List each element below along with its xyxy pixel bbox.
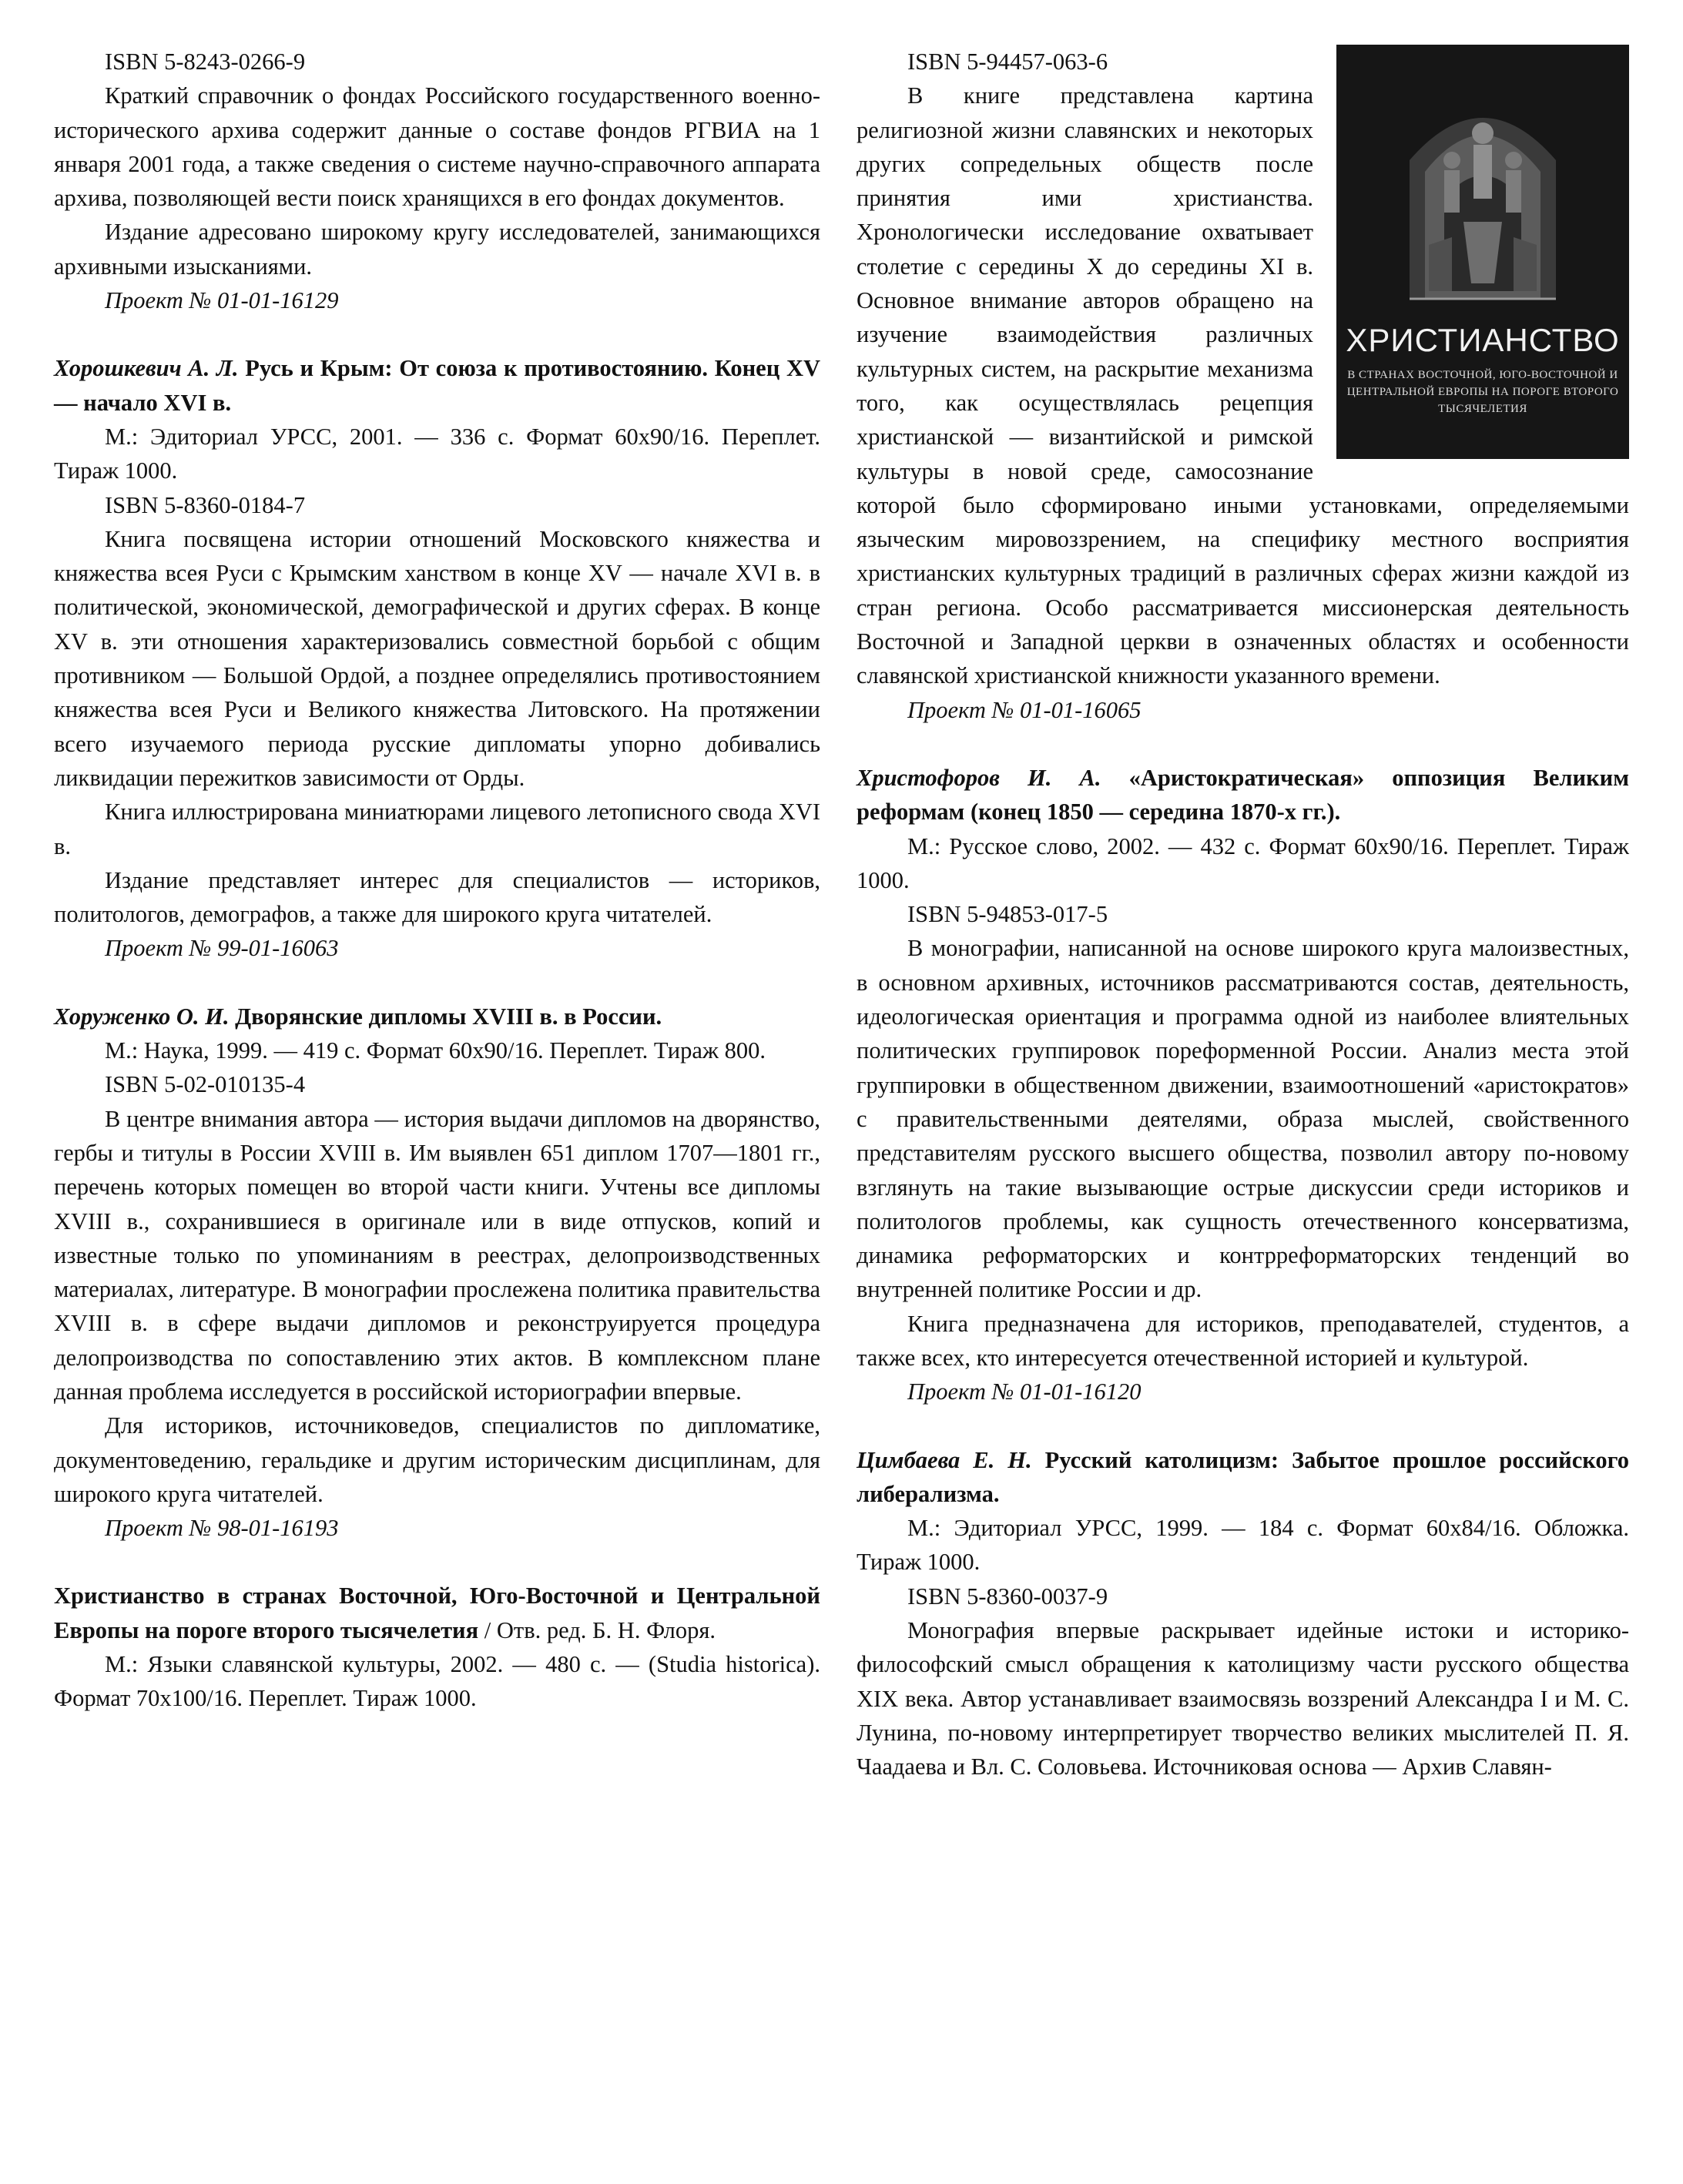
title-text: Русь и Крым: От союза к противостоянию. Конец XV — начало XVI в. [54,355,821,416]
publication-info: М.: Русское слово, 2002. — 432 с. Формат 60х90/16. Переплет. Тираж 1000. [857,832,1629,893]
left-column [54,45,820,1716]
project-number: Проект № 99-01-16063 [105,935,339,962]
description: Для историков, источниковедов, специалистов по дипломатике, документоведению, геральдике и другим историческим дисциплинам, для широкого круга читателей. [54,1412,820,1507]
book-title [54,1000,820,1033]
project-number: Проект № 01-01-16065 [907,696,1142,723]
entry-khoroshkevich [54,351,820,965]
book-title [857,761,1629,829]
title-text: Русский католицизм: Забытое прошлое российского либерализма. [857,1446,1630,1507]
isbn: ISBN 5-8360-0184-7 [105,491,306,518]
book-title [857,1443,1629,1512]
entry-tsimbaeva [857,1443,1629,1784]
project-number: Проект № 01-01-16129 [105,287,339,314]
isbn: ISBN 5-02-010135-4 [105,1071,306,1098]
entry-christianity-cont [857,45,1629,727]
publication-info: М.: Языки славянской культуры, 2002. — 480 с. — (Studia historica). Формат 70х100/16. Переплет. Тираж 1000. [54,1651,820,1712]
isbn: ISBN 5-94457-063-6 [907,49,1108,75]
project-number: Проект № 98-01-16193 [105,1515,339,1542]
entry-khristoforov [857,761,1629,1409]
publication-info: М.: Эдиториал УРСС, 1999. — 184 с. Формат 60х84/16. Обложка. Тираж 1000. [857,1515,1629,1576]
book-title [54,351,820,420]
description: В книге представлена картина религиозной жизни славянских и некоторых других сопредельных обществ после принятия ими христианства. Хронологически исследование охватывает столетие с середины X до середины XI в. Основное внимание авторов обращено на изучение взаимодействия различных культурных систем, на раскрытие механизма того, как осуществлялась рецепция христианской — византийской и римской культуры в новой среде, самосознание которой было сформировано иными установками, определяемыми языческим мировоззрением, на специфику местного восприятия христианских культурных традиций в различных сферах жизни каждой из стран региона. Особо рассматривается миссионерская деятельность Восточной и Западной церкви в означенных областях и особенности славянской христианской книжности указанного времени. [857,82,1629,689]
description: Краткий справочник о фондах Российского государственного военно-исторического архива содержит данные о составе фондов РГВИА на 1 января 2001 года, а также сведения о системе научно-справочного аппарата архива, позволяющей вести поиск хранящихся в его фондах документов. [54,82,820,212]
description: Книга посвящена истории отношений Московского княжества и княжества всея Руси с Крымским ханством в конце XV — начале XVI в. в политической, экономической, демографической и других сферах. В конце XV в. эти отношения характеризовались совместной борьбой с общим противником — Большой Ордой, а позднее определялись противостоянием княжества всея Руси и Великого княжества Литовского. На протяжении всего изучаемого периода русские дипломаты упорно добивались ликвидации пережитков зависимости от Орды. [54,525,820,791]
description: В монографии, написанной на основе широкого круга малоизвестных, в основном архивных, источников рассматриваются состав, деятельность, идеологическая ориентация и программа одной из наиболее влиятельных политических группировок пореформенной России. Анализ места этой группировки в общественном движении, взаимоотношений «аристократов» с правительственными деятелями, образа мыслей, свойственного представителям русского высшего общества, позволил автору по-новому взглянуть на такие вызывающие острые дискуссии среди историков и политологов проблемы, как сущность отечественного консерватизма, динамика реформаторских и контрреформаторских тенденций во внутренней политике России и др. [857,935,1629,1303]
isbn: ISBN 5-94853-017-5 [907,901,1108,928]
publication-info: М.: Наука, 1999. — 419 с. Формат 60х90/16. Переплет. Тираж 800. [105,1037,766,1064]
description: В центре внимания автора — история выдачи дипломов на дворянство, гербы и титулы в России XVIII в. Им выявлен 651 диплом 1707—1801 гг., перечень которых помещен во второй части книги. Учтены все дипломы XVIII в., сохранившиеся в оригинале или в виде отпусков, копий и известные только по упоминаниям в реестрах, делопроизводственных материалах, литературе. В монографии прослежена политика правительства XVIII в. в сфере выдачи дипломов и реконструируется процедура делопроизводства по сопоставлению этих актов. В комплексном плане данная проблема исследуется в российской историографии впервые. [54,1105,820,1405]
description: Издание адресовано широкому кругу исследователей, занимающихся архивными изысканиями. [54,219,820,280]
description: Книга иллюстрирована миниатюрами лицевого летописного свода XVI в. [54,799,820,859]
description: Книга предназначена для историков, преподавателей, студентов, а также всех, кто интересуется отечественной историей и культурой. [857,1310,1629,1371]
description: Издание представляет интерес для специалистов — историков, политологов, демографов, а также для широкого круга читателей. [54,866,820,928]
author: Хоруженко О. И. [54,1003,230,1030]
entry-rgvia-guide [54,45,820,317]
entry-christianity [54,1579,820,1715]
title-text: «Аристократическая» оппозиция Великим реформам (конец 1850 — середина 1870-х гг.). [857,764,1629,826]
publication-info: М.: Эдиториал УРСС, 2001. — 336 с. Формат 60х90/16. Переплет. Тираж 1000. [54,423,820,484]
book-cover-image [1336,45,1629,459]
title-text: Дворянские дипломы XVIII в. в России. [235,1003,662,1030]
project-number: Проект № 01-01-16120 [907,1378,1142,1405]
cover-subtitle: В СТРАНАХ ВОСТОЧНОЙ, ЮГО-ВОСТОЧНОЙ И ЦЕНТРАЛЬНОЙ ЕВРОПЫ НА ПОРОГЕ ВТОРОГО ТЫСЯЧЕЛЕТИЯ [1346,369,1619,415]
right-column [857,45,1629,1784]
isbn: ISBN 5-8360-0037-9 [907,1583,1108,1610]
author: Цимбаева Е. Н. [857,1446,1032,1473]
cover-title: ХРИСТИАНСТВО [1346,322,1620,358]
book-title [54,1579,820,1647]
author: Хорошкевич А. Л. [54,355,239,382]
title-text: Христианство в странах Восточной, Юго-Восточной и Центральной Европы на пороге второго тысячелетия [54,1583,820,1643]
isbn: ISBN 5-8243-0266-9 [105,49,306,75]
entry-khoruzhenko [54,1000,820,1546]
editor: / Отв. ред. Б. Н. Флоря. [478,1616,716,1643]
author: Христофоров И. А. [857,764,1101,791]
description: Монография впервые раскрывает идейные истоки и историко-философский смысл обращения к католицизму части русского общества XIX века. Автор устанавливает взаимосвязь воззрений Александра I и М. С. Лунина, по-новому интерпретирует творчество великих мыслителей П. Я. Чаадаева и Вл. С. Соловьева. Источниковая основа — Архив Славян- [857,1617,1629,1780]
